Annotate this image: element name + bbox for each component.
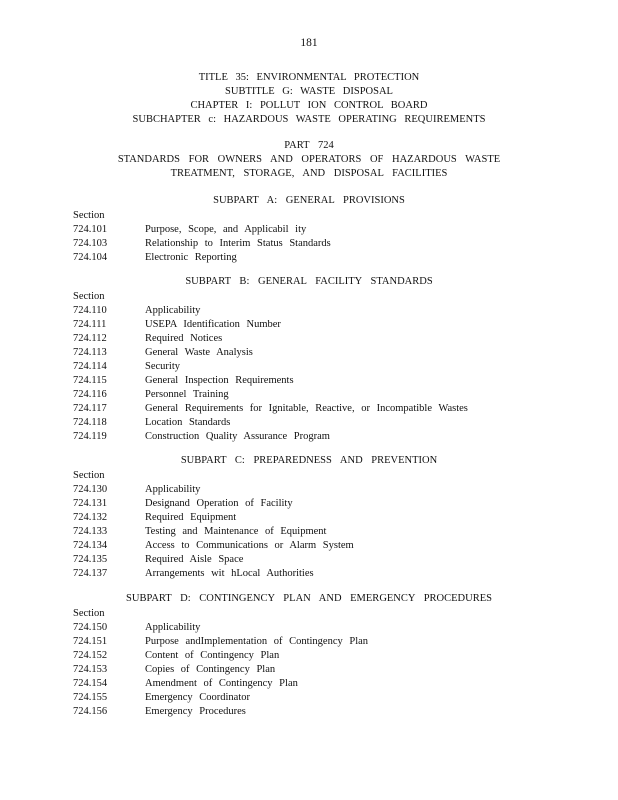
section-entry (73, 663, 553, 677)
section-entry (73, 223, 553, 237)
section-entry (73, 304, 553, 318)
section-title: Construction Quality Assurance Program (145, 431, 330, 442)
section-entry (73, 497, 553, 511)
section-title: Required Equipment (145, 512, 237, 523)
section-title: USEPA Identification Number (145, 319, 281, 330)
section-entry (73, 539, 553, 553)
section-entry (73, 553, 553, 567)
section-number: 724.103 (73, 238, 108, 249)
section-title: Designand Operation of Facility (145, 498, 293, 509)
section-number: 724.153 (73, 664, 108, 675)
section-number: 724.150 (73, 622, 108, 633)
section-number: 724.135 (73, 554, 108, 565)
section-entry (73, 567, 553, 581)
section-title: Applicability (145, 622, 201, 633)
section-column-label: Section (73, 608, 105, 619)
subpart-b (73, 275, 553, 444)
section-title: Location Standards (145, 417, 231, 428)
section-entry (73, 237, 553, 251)
section-title: Amendment of Contingency Plan (145, 678, 298, 689)
section-number: 724.132 (73, 512, 108, 523)
section-title: Personnel Training (145, 389, 229, 400)
chapter-line: CHAPTER I: POLLUT ION CONTROL BOARD (190, 100, 428, 111)
part-title-line-1: STANDARDS FOR OWNERS AND OPERATORS OF HAZARDOUS WASTE (117, 154, 501, 165)
section-entry (73, 621, 553, 635)
section-entry (73, 511, 553, 525)
section-title: Testing and Maintenance of Equipment (145, 526, 327, 537)
section-number: 724.118 (73, 417, 107, 428)
section-entry (73, 416, 553, 430)
section-entry (73, 705, 553, 719)
section-number: 724.115 (73, 375, 107, 386)
section-title: Purpose andImplementation of Contingency Plan (145, 636, 369, 647)
section-number: 724.134 (73, 540, 108, 551)
subpart-heading: SUBPART C: PREPAREDNESS AND PREVENTION (180, 455, 438, 466)
section-number: 724.137 (73, 568, 108, 579)
section-entry (73, 251, 553, 265)
section-title: Emergency Coordinator (145, 692, 250, 703)
section-number: 724.155 (73, 692, 108, 703)
section-entry (73, 483, 553, 497)
part-title-line-2: TREATMENT, STORAGE, AND DISPOSAL FACILITIES (170, 168, 448, 179)
subpart-heading: SUBPART D: CONTINGENCY PLAN AND EMERGENCY PROCEDURES (126, 593, 492, 604)
section-title: General Inspection Requirements (145, 375, 294, 386)
section-column-label: Section (73, 210, 105, 221)
section-number: 724.116 (73, 389, 107, 400)
section-column-label: Section (73, 470, 105, 481)
section-number: 724.152 (73, 650, 108, 661)
subpart-a (73, 194, 553, 265)
section-number: 724.111 (73, 319, 107, 330)
part-number: PART 724 (284, 140, 334, 151)
section-title: Access to Communications or Alarm System (145, 540, 354, 551)
section-number: 724.112 (73, 333, 107, 344)
section-entry (73, 360, 553, 374)
section-title: Emergency Procedures (145, 706, 246, 717)
section-entry (73, 677, 553, 691)
section-entry (73, 525, 553, 539)
subpart-d (73, 592, 553, 719)
section-entry (73, 430, 553, 444)
section-title: Required Aisle Space (145, 554, 244, 565)
subpart-c (73, 454, 553, 581)
section-number: 724.114 (73, 361, 107, 372)
section-entry (73, 332, 553, 346)
section-entry (73, 691, 553, 705)
section-title: Arrangements wit hLocal Authorities (145, 568, 314, 579)
title-block (0, 71, 618, 127)
section-entry (73, 649, 553, 663)
section-title: Content of Contingency Plan (145, 650, 280, 661)
subtitle-line: SUBTITLE G: WASTE DISPOSAL (225, 86, 393, 97)
section-entry (73, 388, 553, 402)
section-title: Relationship to Interim Status Standards (145, 238, 331, 249)
section-number: 724.151 (73, 636, 108, 647)
section-title: Required Notices (145, 333, 223, 344)
section-number: 724.117 (73, 403, 107, 414)
section-number: 724.156 (73, 706, 108, 717)
section-entry (73, 346, 553, 360)
subchapter-line: SUBCHAPTER c: HAZARDOUS WASTE OPERATING REQUIREMENTS (132, 114, 486, 125)
section-number: 724.154 (73, 678, 108, 689)
section-entry (73, 635, 553, 649)
section-number: 724.133 (73, 526, 108, 537)
section-entry (73, 318, 553, 332)
section-title: Security (145, 361, 180, 372)
section-title: General Waste Analysis (145, 347, 253, 358)
page-number: 181 (300, 37, 318, 49)
section-title: Purpose, Scope, and Applicabil ity (145, 224, 307, 235)
part-heading-block (0, 139, 618, 181)
section-number: 724.110 (73, 305, 107, 316)
section-column-label: Section (73, 291, 105, 302)
section-entry (73, 402, 553, 416)
section-number: 724.113 (73, 347, 107, 358)
section-number: 724.130 (73, 484, 108, 495)
section-title: Copies of Contingency Plan (145, 664, 276, 675)
subpart-heading: SUBPART B: GENERAL FACILITY STANDARDS (185, 276, 433, 287)
section-title: Applicability (145, 305, 201, 316)
section-entry (73, 374, 553, 388)
section-number: 724.104 (73, 252, 108, 263)
section-title: General Requirements for Ignitable, Reactive, or Incompatible Wastes (145, 403, 468, 414)
section-number: 724.131 (73, 498, 108, 509)
section-title: Electronic Reporting (145, 252, 237, 263)
subpart-heading: SUBPART A: GENERAL PROVISIONS (213, 195, 405, 206)
title-line: TITLE 35: ENVIRONMENTAL PROTECTION (198, 72, 420, 83)
section-number: 724.119 (73, 431, 107, 442)
section-title: Applicability (145, 484, 201, 495)
section-number: 724.101 (73, 224, 108, 235)
